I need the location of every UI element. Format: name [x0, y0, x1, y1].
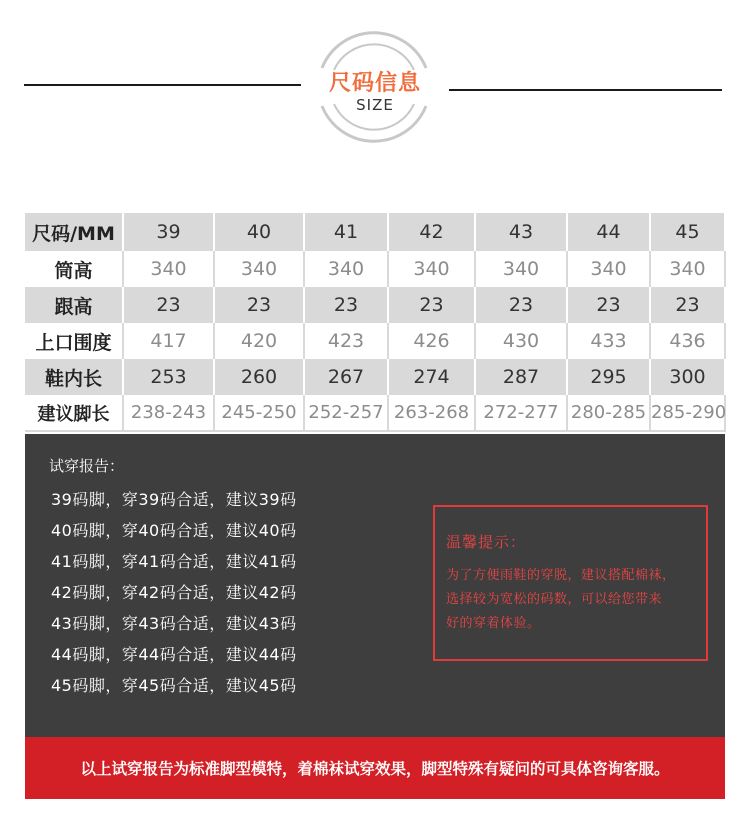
row-label: 尺码/MM: [25, 213, 123, 251]
report-item: 39码脚，穿39码合适，建议39码: [51, 490, 297, 509]
table-row-shaft-height: [25, 251, 725, 287]
table-cell: 41: [304, 213, 388, 251]
table-cell: 340: [123, 251, 214, 287]
table-cell: 23: [304, 287, 388, 323]
report-item: 44码脚，穿44码合适，建议44码: [51, 645, 297, 664]
row-label: 上口围度: [25, 323, 123, 359]
tryon-report-panel: [25, 434, 725, 737]
table-cell: 417: [123, 323, 214, 359]
table-cell: 40: [214, 213, 304, 251]
table-cell: 436: [650, 323, 725, 359]
table-cell: 423: [304, 323, 388, 359]
table-cell: 340: [650, 251, 725, 287]
table-cell: 23: [475, 287, 567, 323]
table-cell: 426: [388, 323, 475, 359]
report-item: 45码脚，穿45码合适，建议45码: [51, 676, 297, 695]
row-label: 鞋内长: [25, 359, 123, 395]
section-subtitle: SIZE: [356, 96, 394, 114]
table-cell: 430: [475, 323, 567, 359]
table-cell: 252-257: [304, 395, 388, 431]
table-cell: 238-243: [123, 395, 214, 431]
tips-line: 选择较为宽松的码数，可以给您带来: [446, 592, 663, 607]
section-header: [0, 0, 750, 180]
header-divider-right: [449, 89, 722, 91]
table-row-heel-height: [25, 287, 725, 323]
report-item: 43码脚，穿43码合适，建议43码: [51, 614, 297, 633]
row-label: 建议脚长: [25, 395, 123, 431]
table-cell: 45: [650, 213, 725, 251]
tips-box: [433, 505, 708, 661]
tips-title: 温馨提示：: [446, 533, 527, 551]
table-cell: 43: [475, 213, 567, 251]
row-label: 筒高: [25, 251, 123, 287]
table-cell: 23: [567, 287, 650, 323]
report-item: 40码脚，穿40码合适，建议40码: [51, 521, 297, 540]
table-row-size: [25, 213, 725, 251]
report-item: 41码脚，穿41码合适，建议41码: [51, 552, 297, 571]
table-cell: 340: [475, 251, 567, 287]
table-cell: 433: [567, 323, 650, 359]
table-cell: 280-285: [567, 395, 650, 431]
report-list: [51, 484, 297, 701]
table-cell: 420: [214, 323, 304, 359]
report-title: 试穿报告：: [49, 457, 125, 475]
table-cell: 23: [388, 287, 475, 323]
table-cell: 253: [123, 359, 214, 395]
section-title: 尺码信息: [328, 71, 421, 96]
table-cell: 272-277: [475, 395, 567, 431]
table-cell: 267: [304, 359, 388, 395]
tips-line: 为了方便雨鞋的穿脱，建议搭配棉袜，: [446, 568, 676, 583]
table-cell: 23: [214, 287, 304, 323]
table-cell: 340: [388, 251, 475, 287]
report-item: 42码脚，穿42码合适，建议42码: [51, 583, 297, 602]
disclaimer-banner: [25, 737, 725, 799]
table-cell: 287: [475, 359, 567, 395]
table-cell: 39: [123, 213, 214, 251]
table-cell: 340: [304, 251, 388, 287]
table-cell: 300: [650, 359, 725, 395]
table-row-foot-length: [25, 395, 725, 431]
table-cell: 285-290: [650, 395, 725, 431]
table-cell: 42: [388, 213, 475, 251]
row-label: 跟高: [25, 287, 123, 323]
disclaimer-text: 以上试穿报告为标准脚型模特，着棉袜试穿效果，脚型特殊有疑问的可具体咨询客服。: [80, 760, 670, 778]
table-cell: 274: [388, 359, 475, 395]
table-cell: 340: [214, 251, 304, 287]
table-cell: 340: [567, 251, 650, 287]
table-row-inner-length: [25, 359, 725, 395]
header-divider-left: [24, 84, 301, 86]
table-row-opening-circumference: [25, 323, 725, 359]
table-cell: 295: [567, 359, 650, 395]
table-cell: 263-268: [388, 395, 475, 431]
table-cell: 44: [567, 213, 650, 251]
table-cell: 245-250: [214, 395, 304, 431]
table-cell: 260: [214, 359, 304, 395]
table-cell: 23: [123, 287, 214, 323]
tips-line: 好的穿着体验。: [446, 616, 541, 631]
table-cell: 23: [650, 287, 725, 323]
size-table: [25, 213, 726, 432]
